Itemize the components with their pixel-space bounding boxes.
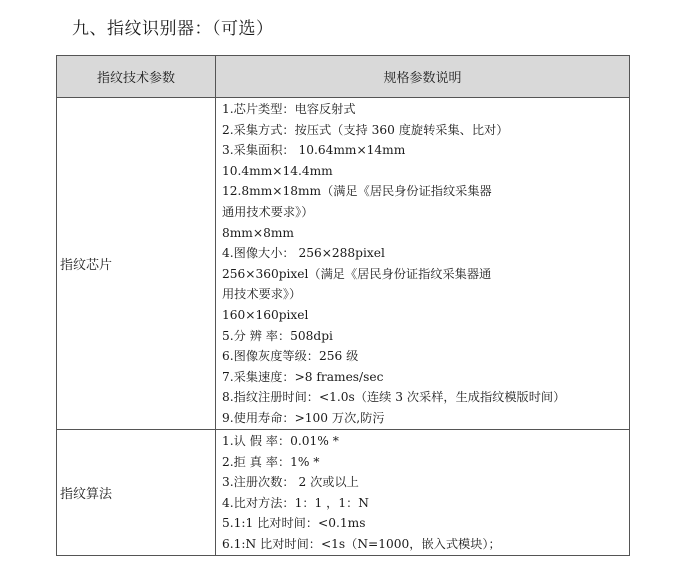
spec-item: 256×360pixel（满足《居民身份证指纹采集器通 [222, 266, 492, 281]
spec-item: 12.8mm×18mm（满足《居民身份证指纹采集器 [222, 184, 492, 199]
spec-item: 用技术要求》） [222, 287, 302, 302]
spec-item: 10.4mm×14.4mm [222, 163, 333, 178]
chip-spec-list [216, 98, 630, 430]
spec-item: 4.图像大小： 256×288pixel [222, 246, 385, 261]
spec-item: 2.采集方式：按压式（支持 360 度旋转采集、比对） [222, 122, 509, 137]
spec-item: 7.采集速度：>8 frames/sec [222, 369, 384, 384]
spec-item: 6.图像灰度等级：256 级 [222, 349, 359, 364]
spec-item: 6.1:N 比对时间：<1s（N=1000，嵌入式模块）； [222, 536, 501, 551]
header-param-spec: 规格参数说明 [216, 56, 630, 98]
spec-item: 5.分 辨 率：508dpi [222, 328, 333, 343]
spec-item: 4.比对方法：1：1 ，1：N [222, 495, 369, 510]
row-label-chip: 指纹芯片 [57, 98, 216, 430]
spec-table [56, 55, 630, 556]
table-row-algorithm [57, 429, 630, 555]
spec-item: 9.使用寿命：>100 万次,防污 [222, 410, 385, 425]
spec-item: 8.指纹注册时间：<1.0s（连续 3 次采样，生成指纹模版时间） [222, 390, 566, 405]
spec-item: 通用技术要求》） [222, 204, 314, 219]
algorithm-spec-list [216, 429, 630, 555]
spec-item: 3.注册次数： 2 次或以上 [222, 475, 359, 490]
section-title: 九、指纹识别器：（可选） [72, 19, 274, 39]
header-param-name: 指纹技术参数 [57, 56, 216, 98]
spec-item: 3.采集面积： 10.64mm×14mm [222, 143, 406, 158]
table-header-row [57, 56, 630, 98]
spec-item: 5.1:1 比对时间：<0.1ms [222, 516, 366, 531]
spec-item: 160×160pixel [222, 307, 309, 322]
table-row-chip [57, 98, 630, 430]
row-label-algorithm: 指纹算法 [57, 429, 216, 555]
spec-item: 1.认 假 率：0.01% * [222, 433, 339, 448]
spec-item: 2.拒 真 率：1% * [222, 454, 320, 469]
spec-item: 1.芯片类型：电容反射式 [222, 102, 356, 116]
spec-item: 8mm×8mm [222, 225, 294, 240]
